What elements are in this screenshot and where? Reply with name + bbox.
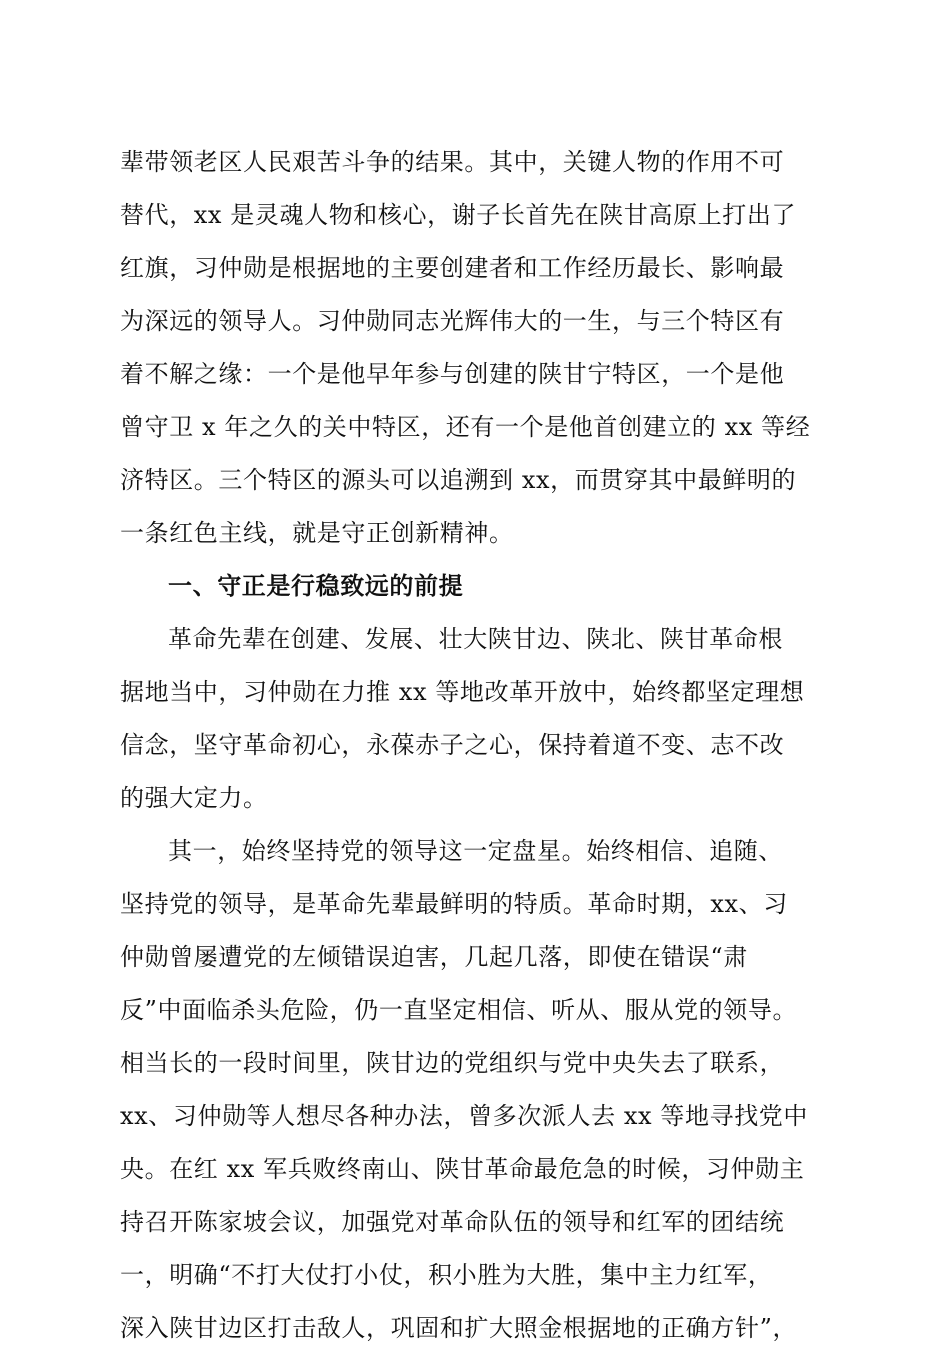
paragraph-line: 红旗，习仲勋是根据地的主要创建者和工作经历最长、影响最 [120, 254, 785, 282]
paragraph-line: 革命先辈在创建、发展、壮大陕甘边、陕北、陕甘革命根 [168, 625, 783, 653]
paragraph-line: 相当长的一段时间里，陕甘边的党组织与党中央失去了联系， [120, 1049, 785, 1077]
paragraph-line: 深入陕甘边区打击敌人，巩固和扩大照金根据地的正确方针”， [120, 1314, 798, 1342]
paragraph-line: 一，明确“不打大仗打小仗，积小胜为大胜，集中主力红军， [120, 1261, 773, 1289]
paragraph-line: 其一，始终坚持党的领导这一定盘星。始终相信、追随、 [168, 837, 783, 865]
paragraph-line: 辈带领老区人民艰苦斗争的结果。其中，关键人物的作用不可 [120, 148, 785, 176]
paragraph-line: 仲勋曾屡遭党的左倾错误迫害，几起几落，即使在错误“肃 [120, 943, 748, 971]
paragraph-line: xx、习仲勋等人想尽各种办法，曾多次派人去 xx 等地寻找党中 [120, 1102, 808, 1130]
paragraph-line: 一条红色主线，就是守正创新精神。 [120, 519, 514, 547]
paragraph-line: 持召开陈家坡会议，加强党对革命队伍的领导和红军的团结统 [120, 1208, 785, 1236]
paragraph-line: 反”中面临杀头危险，仍一直坚定相信、听从、服从党的领导。 [120, 996, 798, 1024]
paragraph-line: 的强大定力。 [120, 784, 268, 812]
paragraph-line: 坚持党的领导，是革命先辈最鲜明的特质。革命时期，xx、习 [120, 890, 788, 918]
paragraph-line: 央。在红 xx 军兵败终南山、陕甘革命最危急的时候，习仲勋主 [120, 1155, 805, 1183]
paragraph-line: 信念，坚守革命初心，永葆赤子之心，保持着道不变、志不改 [120, 731, 785, 759]
paragraph-line: 替代，xx 是灵魂人物和核心，谢子长首先在陕甘高原上打出了 [120, 201, 797, 229]
paragraph-line: 为深远的领导人。习仲勋同志光辉伟大的一生，与三个特区有 [120, 307, 785, 335]
paragraph-line: 着不解之缘：一个是他早年参与创建的陕甘宁特区，一个是他 [120, 360, 785, 388]
paragraph-line: 据地当中，习仲勋在力推 xx 等地改革开放中，始终都坚定理想 [120, 678, 805, 706]
paragraph-line: 曾守卫 x 年之久的关中特区，还有一个是他首创建立的 xx 等经 [120, 413, 811, 441]
section-heading: 一、守正是行稳致远的前提 [168, 572, 464, 600]
paragraph-line: 济特区。三个特区的源头可以追溯到 xx，而贯穿其中最鲜明的 [120, 466, 797, 494]
